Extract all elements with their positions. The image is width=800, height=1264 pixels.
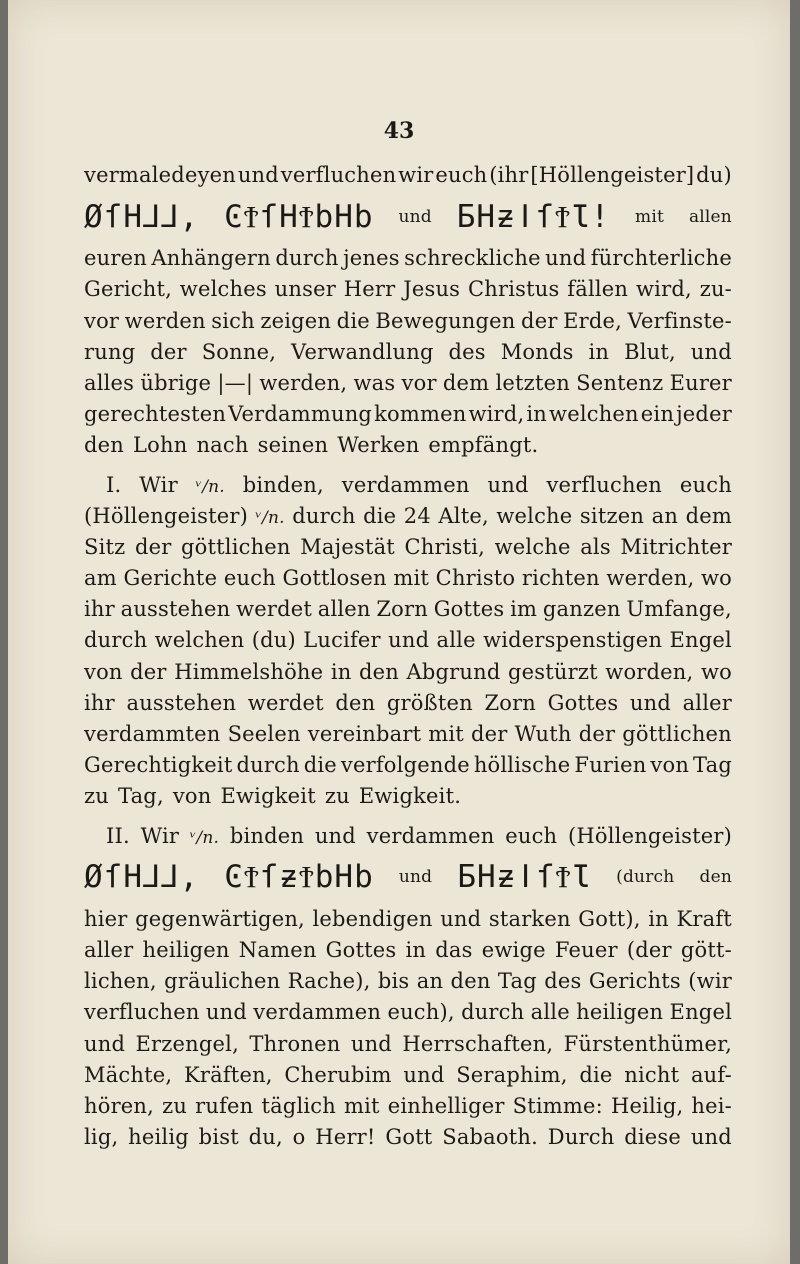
text-word: Tag: [693, 753, 732, 778]
text-word: euren: [84, 246, 147, 271]
cipher-glyph-word: ØſH⅃⅃,: [84, 859, 200, 896]
text-word: zu: [162, 1093, 188, 1118]
text-word: alle: [436, 628, 476, 653]
text-word: Christi,: [404, 534, 486, 559]
text-word: den: [699, 867, 732, 888]
text-line: [84, 657, 732, 688]
text-line: [84, 688, 732, 719]
text-word: Mitrichter: [620, 534, 732, 559]
text-word: zu: [84, 784, 109, 809]
text-word: seinen: [257, 433, 329, 458]
text-word: in: [648, 906, 669, 931]
text-word: Verwandlung: [291, 339, 434, 364]
text-word: am: [84, 566, 117, 591]
text-word: Monds: [500, 339, 574, 364]
text-word: ausstehen: [126, 690, 237, 715]
text-word: binden: [229, 823, 305, 848]
text-word: durch: [236, 753, 300, 778]
text-word: sitzen: [579, 503, 645, 528]
text-line: [84, 1029, 732, 1060]
text-word: jeder: [676, 402, 732, 427]
text-line: [84, 750, 732, 781]
text-word: werdet: [236, 597, 313, 622]
text-word: allen: [317, 597, 371, 622]
text-word: zu: [324, 784, 350, 809]
text-word: Herr!: [315, 1125, 376, 1150]
text-word: durch: [292, 503, 356, 528]
text-word: Feuer: [554, 937, 618, 962]
text-word: zu-: [699, 277, 732, 302]
text-word: nach: [196, 433, 249, 458]
text-word: alle: [530, 1000, 570, 1025]
text-word: hei-: [691, 1093, 732, 1118]
text-word: allen: [688, 206, 732, 227]
text-line: [84, 337, 732, 368]
text-word: göttlichen: [622, 722, 732, 746]
text-word: euch: [505, 823, 558, 848]
text-word: Gottlosen: [282, 566, 387, 591]
page-body-text: [84, 160, 732, 1153]
text-word: ihr: [84, 690, 115, 715]
text-word: verfluchen: [84, 1000, 200, 1025]
text-word: verdammen: [366, 823, 495, 848]
text-word: vermaledeyen: [84, 163, 236, 187]
text-word: täglich: [261, 1093, 336, 1118]
text-word: du,: [248, 1125, 283, 1150]
text-word: die: [303, 753, 337, 778]
text-line: [84, 781, 732, 812]
text-word: von: [172, 784, 212, 809]
text-word: lichen,: [84, 969, 157, 994]
text-word: Himmelshöhe: [174, 659, 324, 684]
text-word: empfängt.: [428, 433, 539, 458]
text-word: Kräften,: [183, 1062, 273, 1087]
text-word: werden,: [259, 370, 348, 395]
text-word: der: [521, 308, 558, 333]
text-word: Lohn: [133, 433, 188, 458]
text-word: gestürzt: [508, 659, 598, 684]
text-word: Engel: [669, 1000, 732, 1025]
text-word: Zorn: [484, 690, 537, 715]
text-word: ausstehen: [120, 597, 231, 622]
text-word: Wuth: [514, 722, 572, 746]
text-word: und: [388, 628, 430, 653]
text-word: [Höllengeister]: [530, 163, 695, 187]
text-word: und: [545, 246, 587, 271]
text-word: Herrschaften,: [402, 1031, 554, 1056]
text-word: gräulichen: [164, 969, 281, 994]
text-word: Sonne,: [201, 339, 277, 364]
text-line: [84, 1122, 732, 1153]
text-word: ewige: [481, 937, 546, 962]
text-word: des: [544, 969, 582, 994]
text-line: [84, 160, 732, 191]
text-word: ᵛ/n.: [189, 827, 220, 848]
text-word: und: [398, 206, 432, 227]
cipher-glyph-word: ØſH⅃⅃,: [84, 198, 200, 235]
text-word: Gerechtigkeit: [84, 753, 233, 778]
text-word: Sitz: [84, 534, 126, 559]
text-word: euch: [223, 566, 276, 591]
text-word: ᵛ/n.: [255, 507, 285, 528]
text-line: [84, 274, 732, 305]
text-word: Seelen: [227, 722, 301, 746]
text-word: Cherubim: [284, 1062, 392, 1087]
text-word: bist: [198, 1125, 239, 1150]
text-word: Majestät: [300, 534, 395, 559]
text-word: dem: [685, 503, 732, 528]
text-word: Jesus: [403, 277, 461, 302]
text-word: gerechtesten: [84, 402, 227, 427]
text-word: Gerichte: [123, 566, 218, 591]
text-word: wo: [700, 659, 732, 684]
text-line: [84, 594, 732, 625]
text-word: den: [84, 433, 124, 458]
text-word: verdammten: [84, 722, 221, 746]
text-word: das: [435, 937, 473, 962]
text-line: [84, 470, 732, 501]
text-word: Alte,: [438, 503, 489, 528]
text-word: unser: [274, 277, 336, 302]
text-word: durch: [84, 628, 148, 653]
text-word: in: [330, 659, 352, 684]
text-word: fürchterliche: [590, 246, 732, 271]
text-word: II.: [106, 823, 130, 848]
text-word: wird,: [468, 402, 525, 427]
text-word: werdet: [247, 690, 324, 715]
text-word: zeigen: [260, 308, 332, 333]
text-word: und: [314, 823, 356, 848]
text-word: die: [336, 308, 370, 333]
text-word: Blut,: [624, 339, 676, 364]
text-line: [84, 532, 732, 563]
text-word: in: [526, 402, 547, 427]
text-word: Engel: [669, 628, 732, 653]
text-word: wird,: [636, 277, 692, 302]
text-word: einhelliger: [387, 1093, 505, 1118]
text-word: Gerichts: [588, 969, 681, 994]
text-line: [84, 399, 732, 430]
text-word: heiligen: [576, 1000, 664, 1025]
text-word: nicht: [624, 1062, 680, 1087]
text-line: [84, 306, 732, 337]
text-line: [84, 997, 732, 1028]
text-word: fällen: [567, 277, 629, 302]
text-word: Gottes: [325, 937, 397, 962]
text-word: den: [450, 969, 491, 994]
text-word: und: [690, 1125, 732, 1150]
text-word: werden: [124, 308, 206, 333]
text-word: der: [134, 534, 172, 559]
text-word: rung: [84, 339, 136, 364]
text-word: der: [150, 339, 187, 364]
text-word: welchen: [549, 402, 639, 427]
text-word: (Höllengeister): [84, 503, 248, 528]
text-word: von: [650, 753, 690, 778]
text-word: Umfange,: [626, 597, 732, 622]
text-word: du): [696, 163, 732, 187]
text-word: (du): [251, 628, 296, 653]
text-word: ᵛ/n.: [195, 476, 225, 497]
text-word: dem: [442, 370, 490, 395]
text-word: mit: [635, 206, 665, 227]
text-word: diese: [624, 1125, 682, 1150]
text-word: richten: [521, 566, 600, 591]
text-word: Tag,: [118, 784, 164, 809]
text-word: auf-: [690, 1062, 732, 1087]
text-word: von: [84, 659, 123, 684]
text-word: den: [335, 690, 376, 715]
text-word: Erzengel,: [135, 1031, 239, 1056]
text-word: heiligen: [142, 937, 230, 962]
text-word: und: [403, 1062, 445, 1087]
text-word: Anhängern: [151, 246, 271, 271]
text-word: kommen: [374, 402, 467, 427]
text-word: Christus: [467, 277, 560, 302]
text-word: Gott: [385, 1125, 433, 1150]
text-word: Gottes: [433, 597, 505, 622]
text-word: lig,: [84, 1125, 119, 1150]
text-word: in: [405, 937, 427, 962]
text-word: verfolgende: [340, 753, 470, 778]
text-word: wo: [700, 566, 732, 591]
text-word: ihr: [84, 597, 115, 622]
cipher-glyph-word: ϾϮſHϮbHb: [224, 198, 374, 235]
cipher-glyph-word: ƂHƶǀſϮƖ: [457, 859, 592, 896]
text-line: [84, 243, 732, 274]
text-word: I.: [106, 472, 122, 497]
text-word: aller: [682, 690, 732, 715]
text-word: und: [350, 1031, 392, 1056]
text-word: welche: [496, 503, 573, 528]
cipher-glyph-word: ϾϮſƶϮbHb: [224, 859, 374, 896]
text-word: Gott),: [578, 906, 641, 931]
text-word: Wir: [139, 472, 178, 497]
text-word: verdammen: [341, 472, 470, 497]
text-word: Wir: [140, 823, 180, 848]
text-word: starken: [488, 906, 571, 931]
text-word: hier: [84, 906, 128, 931]
text-word: der: [471, 722, 508, 746]
text-word: verfluchen: [280, 163, 397, 187]
text-word: Gottes: [547, 690, 619, 715]
text-word: und: [84, 1031, 126, 1056]
text-word: hören,: [84, 1093, 155, 1118]
text-word: vor: [84, 308, 120, 333]
text-word: und: [690, 339, 732, 364]
text-word: des: [448, 339, 486, 364]
text-word: in: [588, 339, 610, 364]
text-word: die: [363, 503, 397, 528]
text-line: [84, 904, 732, 935]
text-word: (durch: [616, 867, 675, 888]
text-word: Christo: [435, 566, 516, 591]
text-word: Werken: [337, 433, 420, 458]
text-word: (ihr: [489, 163, 529, 187]
text-word: rufen: [195, 1093, 254, 1118]
book-page: [8, 0, 790, 1264]
text-word: göttlichen: [181, 534, 291, 559]
text-word: Mächte,: [84, 1062, 173, 1087]
text-word: und: [237, 163, 279, 187]
text-line: [84, 368, 732, 399]
text-word: höllische: [473, 753, 571, 778]
text-word: und: [398, 867, 433, 888]
text-word: schreckliche: [404, 246, 541, 271]
text-word: euch: [679, 472, 732, 497]
text-word: mit: [344, 1093, 380, 1118]
text-word: Zorn: [376, 597, 428, 622]
text-word: an: [416, 969, 444, 994]
text-word: welchen: [154, 628, 245, 653]
text-word: Seraphim,: [456, 1062, 568, 1087]
text-word: heilig: [128, 1125, 189, 1150]
text-word: vor: [401, 370, 437, 395]
text-word: worden,: [605, 659, 694, 684]
text-word: Eurer: [669, 370, 732, 395]
text-word: die: [579, 1062, 613, 1087]
text-word: Fürstenthümer,: [563, 1031, 732, 1056]
text-line: [84, 966, 732, 997]
text-word: Verdammung: [228, 402, 373, 427]
text-word: Ewigkeit: [220, 784, 316, 809]
text-word: ein: [640, 402, 675, 427]
text-word: Herr: [343, 277, 396, 302]
text-word: durch: [461, 1000, 525, 1025]
text-word: Kraft: [676, 906, 732, 931]
text-word: (Höllengeister): [568, 823, 732, 848]
text-line: [84, 430, 732, 461]
text-line: [84, 191, 732, 243]
text-word: mit: [428, 722, 464, 746]
text-word: verfluchen: [546, 472, 663, 497]
text-word: durch: [275, 246, 339, 271]
text-word: was: [353, 370, 396, 395]
text-word: werden,: [606, 566, 695, 591]
text-line: [84, 1091, 732, 1122]
page-number: 43: [383, 118, 415, 144]
text-word: der: [578, 722, 616, 746]
text-word: der: [130, 659, 167, 684]
text-line: [84, 501, 732, 532]
text-word: gegenwärtigen,: [135, 906, 305, 931]
text-word: (wir: [688, 969, 732, 994]
text-word: alles: [84, 370, 135, 395]
text-word: Ewigkeit.: [358, 784, 462, 809]
text-word: euch: [435, 163, 488, 187]
text-line: [84, 821, 732, 852]
text-word: Thronen: [249, 1031, 341, 1056]
text-word: welche: [494, 534, 571, 559]
text-word: Heilig,: [610, 1093, 684, 1118]
text-word: ganzen: [542, 597, 621, 622]
text-word: Sabaoth.: [442, 1125, 538, 1150]
text-word: |—|: [217, 370, 254, 395]
text-word: aller: [84, 937, 134, 962]
text-word: an: [651, 503, 679, 528]
text-word: Rache),: [287, 969, 371, 994]
text-word: Bewegungen: [375, 308, 516, 333]
text-word: Tag: [497, 969, 537, 994]
text-word: bis: [377, 969, 410, 994]
text-word: Lucifer: [303, 628, 381, 653]
text-word: den: [358, 659, 399, 684]
cipher-glyph-word: ƂHƶǀſϮƖ!: [456, 198, 611, 235]
text-word: welches: [179, 277, 267, 302]
text-word: letzten: [495, 370, 570, 395]
text-word: widerspenstigen: [483, 628, 663, 653]
text-word: im: [510, 597, 538, 622]
text-word: und: [440, 906, 482, 931]
text-word: binden,: [242, 472, 324, 497]
text-word: lebendigen: [312, 906, 433, 931]
text-line: [84, 935, 732, 966]
text-line: [84, 625, 732, 656]
text-word: o: [292, 1125, 306, 1150]
text-word: größten: [386, 690, 473, 715]
text-word: übrige: [140, 370, 212, 395]
text-word: Namen: [238, 937, 317, 962]
text-line: [84, 563, 732, 594]
text-word: Furien: [574, 753, 647, 778]
text-word: verdammen: [253, 1000, 382, 1025]
text-word: Gericht,: [84, 277, 172, 302]
text-word: gött-: [680, 937, 732, 962]
text-word: und: [487, 472, 529, 497]
text-line: [84, 719, 732, 750]
text-word: Abgrund: [406, 659, 501, 684]
text-word: und: [629, 690, 671, 715]
text-word: Sentenz: [576, 370, 664, 395]
text-line: [84, 1060, 732, 1091]
text-word: Verfinste-: [627, 308, 732, 333]
text-word: euch),: [387, 1000, 455, 1025]
text-word: jenes: [343, 246, 400, 271]
text-word: Erde,: [563, 308, 622, 333]
text-word: (der: [626, 937, 672, 962]
text-word: Stimme:: [512, 1093, 603, 1118]
text-word: Durch: [547, 1125, 615, 1150]
text-word: und: [205, 1000, 247, 1025]
text-word: sich: [211, 308, 255, 333]
text-word: 24: [403, 503, 431, 528]
text-word: mit: [393, 566, 430, 591]
text-word: wir: [398, 163, 434, 187]
text-line: [84, 852, 732, 904]
text-word: vereinbart: [307, 722, 422, 746]
text-word: als: [580, 534, 611, 559]
